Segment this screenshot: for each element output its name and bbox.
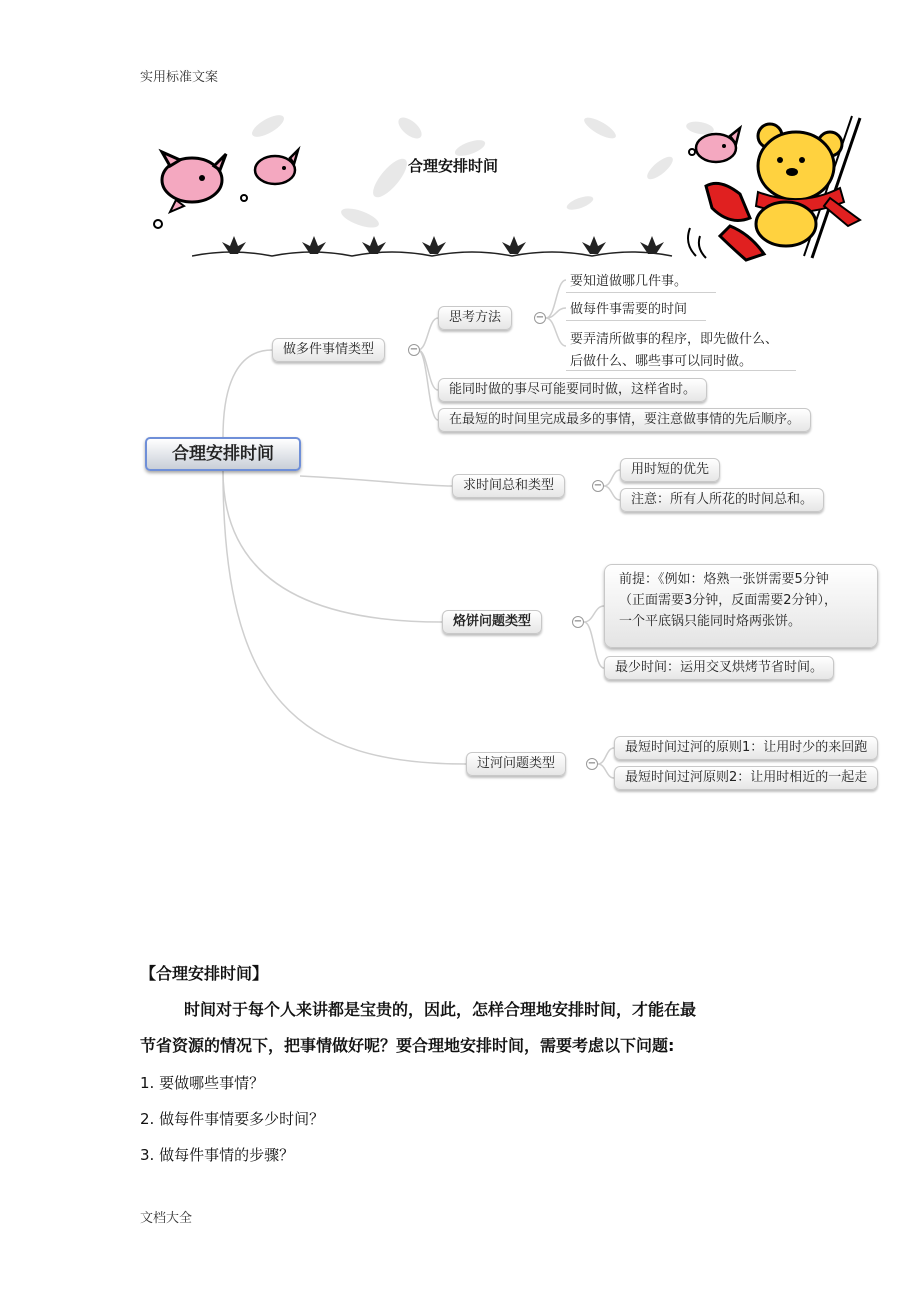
paragraph-line: 节省资源的情况下，把事情做好呢？要合理地安排时间，需要考虑以下问题: bbox=[140, 1036, 675, 1055]
section-title: 【合理安排时间】 bbox=[140, 964, 269, 983]
question-item: 2. 做每件事情要多少时间？ bbox=[140, 1110, 325, 1128]
node-total-time-note[interactable]: 注意：所有人所花的时间总和。 bbox=[620, 488, 824, 512]
page-header: 实用标准文案 bbox=[140, 70, 219, 85]
node-shortest-time[interactable]: 在最短的时间里完成最多的事情，要注意做事情的先后顺序。 bbox=[438, 408, 811, 432]
leaf-underline bbox=[566, 292, 716, 293]
node-crossing-principle-2[interactable]: 最短时间过河原则2：让用时相近的一起走 bbox=[614, 766, 878, 790]
page-footer: 文档大全 bbox=[140, 1211, 193, 1226]
collapse-toggle-icon[interactable]: − bbox=[593, 480, 603, 491]
collapse-toggle-icon[interactable]: − bbox=[573, 616, 583, 627]
branch-node-time-sum[interactable]: 求时间总和类型 bbox=[452, 474, 565, 498]
collapse-toggle-icon[interactable]: − bbox=[409, 344, 419, 355]
question-item: 3. 做每件事情的步骤？ bbox=[140, 1146, 295, 1164]
leaf-underline bbox=[566, 320, 706, 321]
leaf-text: 做每件事需要的时间 bbox=[570, 302, 688, 317]
branch-node-multi-task[interactable]: 做多件事情类型 bbox=[272, 338, 385, 362]
sub-node-thinking-method[interactable]: 思考方法 bbox=[438, 306, 512, 330]
question-item: 1. 要做哪些事情？ bbox=[140, 1074, 265, 1092]
node-premise-note[interactable] bbox=[604, 564, 878, 648]
collapse-toggle-icon[interactable]: − bbox=[587, 758, 597, 769]
paragraph-line: 时间对于每个人来讲都是宝贵的，因此，怎样合理地安排时间，才能在最 bbox=[184, 1000, 697, 1019]
leaf-text: 后做什么、哪些事可以同时做。 bbox=[570, 354, 753, 369]
leaf-text: 要弄清所做事的程序，即先做什么、 bbox=[570, 332, 779, 347]
leaf-text: 要知道做哪几件事。 bbox=[570, 274, 688, 289]
node-minimum-time[interactable]: 最少时间：运用交叉烘烤节省时间。 bbox=[604, 656, 834, 680]
branch-node-pancake[interactable]: 烙饼问题类型 bbox=[442, 610, 542, 634]
premise-line: 前提：《例如：烙熟一张饼需要5分钟 bbox=[619, 572, 829, 587]
collapse-toggle-icon[interactable]: − bbox=[535, 312, 545, 323]
premise-line: （正面需要3分钟，反面需要2分钟）， bbox=[619, 593, 838, 608]
premise-line: 一个平底锅只能同时烙两张饼。 bbox=[619, 614, 802, 629]
leaf-underline bbox=[566, 370, 796, 371]
node-simultaneous[interactable]: 能同时做的事尽可能要同时做，这样省时。 bbox=[438, 378, 707, 402]
banner-title: 合理安排时间 bbox=[408, 157, 499, 175]
node-shortest-first[interactable]: 用时短的优先 bbox=[620, 458, 720, 482]
mindmap-root-node[interactable]: 合理安排时间 bbox=[145, 437, 301, 471]
branch-node-river-crossing[interactable]: 过河问题类型 bbox=[466, 752, 566, 776]
node-crossing-principle-1[interactable]: 最短时间过河的原则1：让用时少的来回跑 bbox=[614, 736, 878, 760]
